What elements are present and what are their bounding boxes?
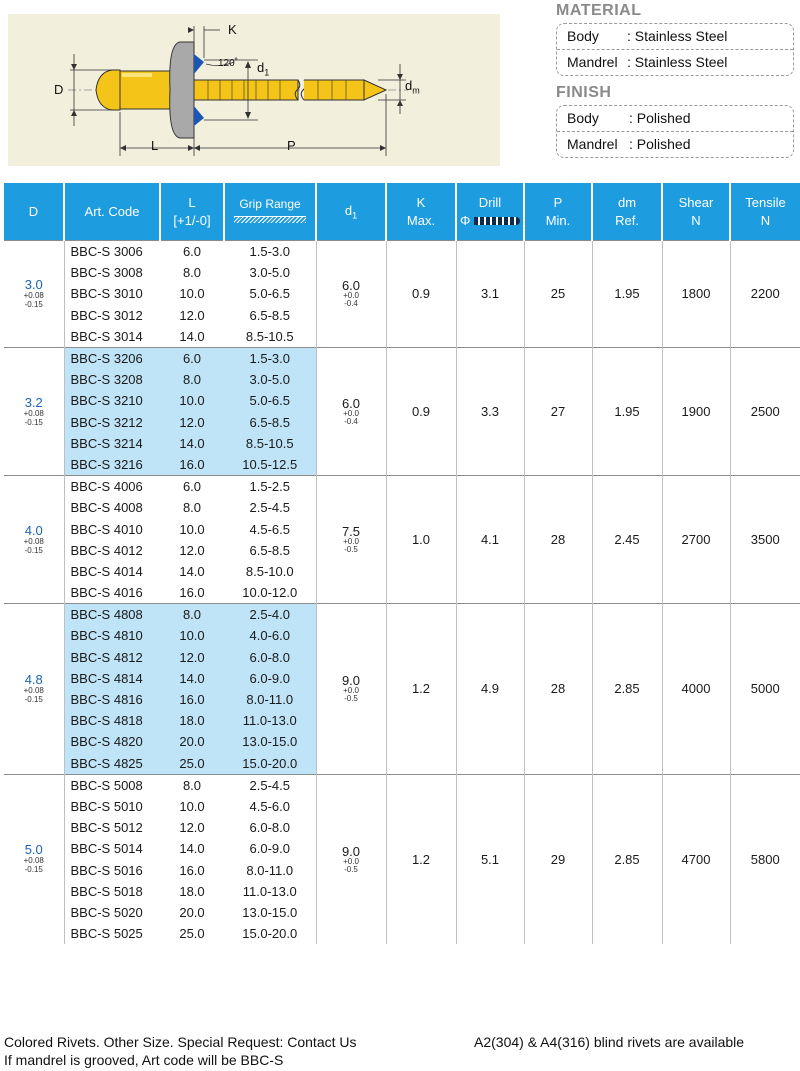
label-d: D — [54, 82, 64, 97]
cell-grip-range: 6.0-9.0 — [224, 668, 316, 689]
label-p: P — [287, 138, 296, 153]
cell-art-code: BBC-S 5018 — [64, 881, 160, 902]
cell-d1: 6.0 +0.0 -0.4 — [316, 347, 386, 475]
cell-grip-range: 6.0-8.0 — [224, 647, 316, 668]
label-l: L — [151, 138, 159, 153]
cell-drill: 3.3 — [456, 347, 524, 475]
cell-shear: 1900 — [662, 347, 730, 475]
cell-l: 10.0 — [179, 286, 205, 302]
rivet-diagram — [8, 14, 500, 166]
cell-grip-range: 13.0-15.0 — [224, 731, 316, 752]
cell-k: 1.2 — [386, 774, 456, 944]
cell-l: 14.0 — [160, 668, 224, 689]
cell-d1: 9.0 +0.0 -0.5 — [316, 774, 386, 944]
cell-art-code: BBC-S 3214 — [64, 433, 160, 454]
cell-art-code: BBC-S 4812 — [64, 647, 160, 668]
cell-l: 18.0 — [179, 883, 205, 899]
cell-art-code: BBC-S 5020 — [64, 902, 160, 923]
cell-dm: 1.95 — [592, 347, 662, 475]
cell-l: 8.0 — [160, 369, 224, 390]
cell-d: 3.0 +0.08 -0.15 — [4, 241, 64, 348]
cell-grip-range: 6.5-8.5 — [249, 307, 290, 323]
table-body — [4, 241, 800, 945]
cell-grip-range: 11.0-13.0 — [242, 883, 297, 899]
cell-art-code: BBC-S 5016 — [64, 859, 160, 880]
header-d1: $d_1$ — [316, 183, 386, 241]
cell-art-code: BBC-S 4825 — [64, 753, 160, 775]
cell-l: 8.0 — [160, 604, 224, 626]
cell-grip-range: 3.0-5.0 — [224, 369, 316, 390]
cell-art-code: BBC-S 4814 — [64, 668, 160, 689]
cell-art-code: BBC-S 3210 — [64, 390, 160, 411]
cell-art-code: BBC-S 4008 — [64, 497, 160, 518]
label-dm: $d_m$ — [405, 78, 420, 96]
cell-l: 14.0 — [179, 841, 205, 857]
cell-art-code: BBC-S 3216 — [64, 454, 160, 476]
cell-l: 6.0 — [160, 241, 224, 263]
cell-d: 3.2 +0.08 -0.15 — [4, 347, 64, 475]
cell-l: 8.0 — [182, 500, 202, 516]
cell-art-code: BBC-S 4816 — [64, 689, 160, 710]
material-body-row: Body : Stainless Steel — [567, 28, 728, 44]
cell-grip-range: 2.5-4.5 — [224, 774, 316, 796]
cell-grip-range: 8.0-11.0 — [224, 689, 316, 710]
cell-art-code: BBC-S 3008 — [64, 262, 160, 283]
table-row — [4, 241, 800, 263]
cell-tensile: 5800 — [730, 774, 800, 944]
cell-tensile: 3500 — [730, 476, 800, 604]
header-d: D — [4, 183, 64, 241]
cell-l: 16.0 — [179, 862, 205, 878]
cell-p: 28 — [524, 604, 592, 775]
cell-tensile: 2200 — [730, 241, 800, 348]
rivet-spec-table — [4, 183, 800, 944]
material-mandrel-row: Mandrel : Stainless Steel — [557, 49, 793, 75]
cell-drill: 4.9 — [456, 604, 524, 775]
cell-l: 10.0 — [160, 625, 224, 646]
cell-art-code: BBC-S 4014 — [64, 561, 160, 582]
cell-shear: 4700 — [662, 774, 730, 944]
cell-l: 20.0 — [179, 904, 205, 920]
cell-grip-range: 4.5-6.0 — [249, 798, 290, 814]
cell-shear: 2700 — [662, 476, 730, 604]
cell-p: 28 — [524, 476, 592, 604]
cell-grip-range: 11.0-13.0 — [224, 710, 316, 731]
cell-art-code: BBC-S 3006 — [64, 241, 160, 263]
cell-art-code: BBC-S 5012 — [64, 817, 160, 838]
footer-note-1: Colored Rivets. Other Size. Special Request: Contact Us — [4, 1034, 357, 1050]
cell-art-code: BBC-S 4012 — [64, 540, 160, 561]
cell-grip-range: 15.0-20.0 — [224, 753, 316, 775]
cell-l: 10.0 — [179, 521, 205, 537]
cell-p: 27 — [524, 347, 592, 475]
cell-l: 14.0 — [179, 328, 205, 344]
material-title: MATERIAL — [556, 2, 642, 19]
cell-dm: 1.95 — [592, 241, 662, 348]
cell-d1: 6.0 +0.0 -0.4 — [316, 241, 386, 348]
cell-d1: 7.5 +0.0 -0.5 — [316, 476, 386, 604]
cell-k: 0.9 — [386, 241, 456, 348]
cell-l: 14.0 — [160, 433, 224, 454]
cell-shear: 1800 — [662, 241, 730, 348]
cell-art-code: BBC-S 3014 — [64, 326, 160, 348]
cell-l: 25.0 — [160, 753, 224, 775]
cell-art-code: BBC-S 5010 — [64, 796, 160, 817]
finish-body-row: Body : Polished — [567, 110, 691, 126]
cell-grip-range: 5.0-6.5 — [224, 390, 316, 411]
cell-art-code: BBC-S 3012 — [64, 305, 160, 326]
cell-l: 8.0 — [160, 774, 224, 796]
cell-grip-range: 1.5-3.0 — [224, 241, 316, 263]
header-l: L [+1/-0] — [160, 183, 224, 241]
cell-art-code: BBC-S 4808 — [64, 604, 160, 626]
cell-grip-range: 2.5-4.5 — [249, 500, 290, 516]
cell-d: 4.0 +0.08 -0.15 — [4, 476, 64, 604]
cell-l: 12.0 — [179, 820, 205, 836]
header-tensile: Tensile N — [730, 183, 800, 241]
cell-grip-range: 6.0-9.0 — [249, 841, 290, 857]
cell-dm: 2.85 — [592, 774, 662, 944]
cell-l: 20.0 — [160, 731, 224, 752]
cell-l: 10.0 — [179, 798, 205, 814]
cell-p: 29 — [524, 774, 592, 944]
cell-grip-range: 4.5-6.5 — [249, 521, 290, 537]
cell-d1: 9.0 +0.0 -0.5 — [316, 604, 386, 775]
cell-k: 0.9 — [386, 347, 456, 475]
cell-grip-range: 8.5-10.0 — [245, 563, 294, 579]
cell-art-code: BBC-S 4016 — [64, 582, 160, 604]
cell-d: 4.8 +0.08 -0.15 — [4, 604, 64, 775]
cell-grip-range: 15.0-20.0 — [242, 926, 298, 942]
table-row — [4, 476, 800, 498]
cell-grip-range: 6.5-8.5 — [249, 542, 290, 558]
cell-l: 8.0 — [182, 265, 202, 281]
finish-mandrel-row: Mandrel : Polished — [557, 131, 793, 157]
cell-art-code: BBC-S 3212 — [64, 412, 160, 433]
cell-l: 12.0 — [160, 647, 224, 668]
cell-drill: 4.1 — [456, 476, 524, 604]
cell-dm: 2.45 — [592, 476, 662, 604]
cell-dm: 2.85 — [592, 604, 662, 775]
cell-grip-range: 13.0-15.0 — [242, 904, 298, 920]
cell-art-code: BBC-S 4010 — [64, 518, 160, 539]
cell-l: 12.0 — [179, 542, 205, 558]
header-dm: dm Ref. — [592, 183, 662, 241]
cell-art-code: BBC-S 3208 — [64, 369, 160, 390]
material-box — [556, 23, 794, 76]
cell-drill: 3.1 — [456, 241, 524, 348]
cell-l: 12.0 — [179, 307, 205, 323]
cell-art-code: BBC-S 3206 — [64, 347, 160, 369]
finish-title: FINISH — [556, 84, 612, 101]
cell-grip-range: 8.0-11.0 — [246, 862, 294, 878]
label-k: K — [228, 22, 237, 37]
cell-art-code: BBC-S 4810 — [64, 625, 160, 646]
cell-art-code: BBC-S 4818 — [64, 710, 160, 731]
cell-grip-range: 10.0-12.0 — [242, 585, 298, 601]
cell-tensile: 5000 — [730, 604, 800, 775]
cell-grip-range: 1.5-2.5 — [224, 476, 316, 498]
table-row — [4, 604, 800, 626]
cell-grip-range: 8.5-10.5 — [245, 328, 294, 344]
cell-l: 16.0 — [160, 689, 224, 710]
cell-l: 12.0 — [160, 412, 224, 433]
header-grip-range: Grip Range — [224, 183, 316, 241]
cell-grip-range: 1.5-3.0 — [224, 347, 316, 369]
finish-box — [556, 105, 794, 158]
cell-k: 1.2 — [386, 604, 456, 775]
cell-art-code: BBC-S 5008 — [64, 774, 160, 796]
cell-l: 25.0 — [179, 926, 205, 942]
table-row — [4, 774, 800, 796]
header-shear: Shear N — [662, 183, 730, 241]
table-row — [4, 347, 800, 369]
label-d1: $d_1$ — [257, 60, 270, 78]
drill-bit-icon — [474, 217, 520, 225]
header-art-code: Art. Code — [64, 183, 160, 241]
cell-art-code: BBC-S 4006 — [64, 476, 160, 498]
header-p: P Min. — [524, 183, 592, 241]
cell-l: 16.0 — [160, 454, 224, 476]
header-k: K Max. — [386, 183, 456, 241]
grip-hatch-icon — [234, 216, 306, 223]
cell-grip-range: 10.5-12.5 — [224, 454, 316, 476]
cell-d: 5.0 +0.08 -0.15 — [4, 774, 64, 944]
cell-grip-range: 6.5-8.5 — [224, 412, 316, 433]
cell-tensile: 2500 — [730, 347, 800, 475]
cell-l: 6.0 — [160, 476, 224, 498]
cell-grip-range: 2.5-4.0 — [224, 604, 316, 626]
label-angle: 120˚ — [218, 58, 239, 69]
table-header-row — [4, 183, 800, 241]
cell-art-code: BBC-S 4820 — [64, 731, 160, 752]
cell-l: 6.0 — [160, 347, 224, 369]
cell-grip-range: 3.0-5.0 — [249, 265, 290, 281]
cell-l: 10.0 — [160, 390, 224, 411]
cell-art-code: BBC-S 5014 — [64, 838, 160, 859]
cell-shear: 4000 — [662, 604, 730, 775]
cell-grip-range: 8.5-10.5 — [224, 433, 316, 454]
cell-k: 1.0 — [386, 476, 456, 604]
cell-l: 16.0 — [179, 585, 205, 601]
footer-availability: A2(304) & A4(316) blind rivets are available — [474, 1034, 745, 1050]
cell-grip-range: 5.0-6.5 — [249, 286, 290, 302]
cell-l: 14.0 — [179, 563, 205, 579]
cell-art-code: BBC-S 3010 — [64, 283, 160, 304]
cell-grip-range: 4.0-6.0 — [224, 625, 316, 646]
rivet-drawing — [8, 14, 500, 166]
cell-art-code: BBC-S 5025 — [64, 923, 160, 944]
cell-p: 25 — [524, 241, 592, 348]
cell-grip-range: 6.0-8.0 — [249, 820, 290, 836]
cell-l: 18.0 — [160, 710, 224, 731]
header-drill: Drill Φ — [456, 183, 524, 241]
footer-note-2: If mandrel is grooved, Art code will be BBC-S — [4, 1052, 284, 1068]
cell-drill: 5.1 — [456, 774, 524, 944]
